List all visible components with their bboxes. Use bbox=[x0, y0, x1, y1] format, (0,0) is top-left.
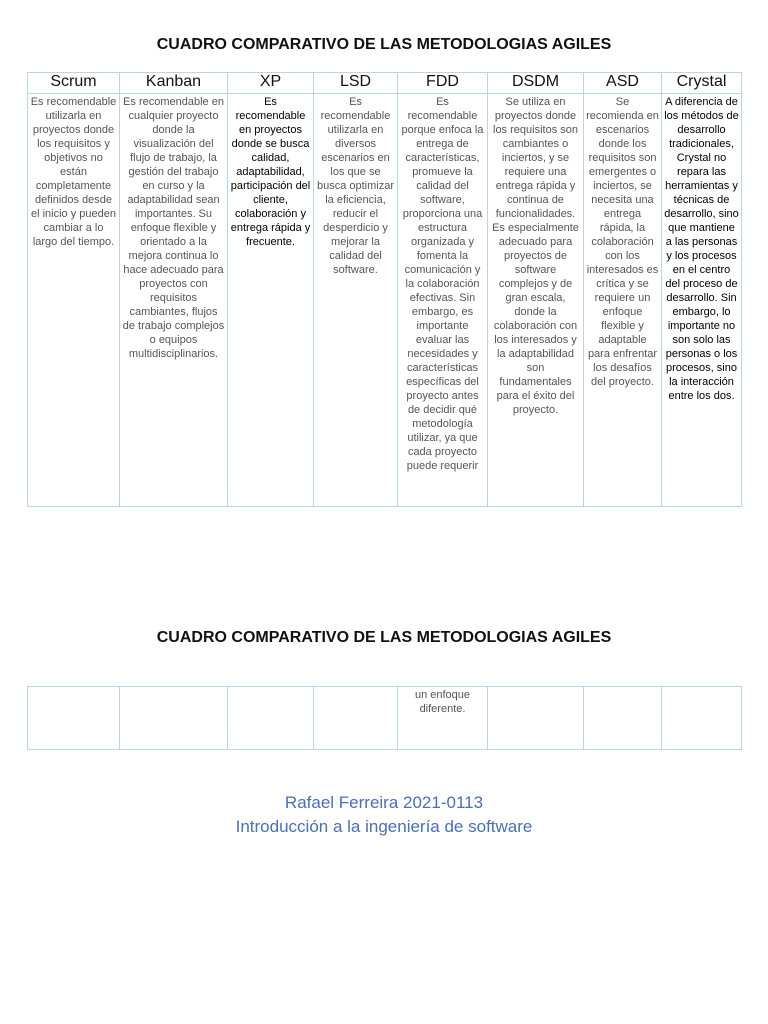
cell-asd: Se recomienda en escenarios donde los requisitos son emergentes o inciertos, se necesita una entrega rápida, la colaboración con los interesados es crítica y se requiere un enfoque flexible y adaptable para enfrentar los desafíos del proyecto. bbox=[584, 94, 662, 507]
cell-fdd: Es recomendable porque enfoca la entrega de características, promueve la calidad del software, proporciona una estructura organizada y fomenta la comunicación y la colaboración efectivas. Sin embargo, es importante evaluar las necesidades y características específicas del proyecto antes de decidir qué metodología utilizar, ya que cada proyecto puede requerir bbox=[398, 94, 488, 507]
page-title-continued: CUADRO COMPARATIVO DE LAS METODOLOGIAS AGILES bbox=[156, 629, 612, 646]
header-kanban: Kanban bbox=[120, 73, 228, 94]
cell-scrum: Es recomendable utilizarla en proyectos donde los requisitos y objetivos no están completamente definidos desde el inicio y pueden cambiar a lo largo del tiempo. bbox=[28, 94, 120, 507]
course-line: Introducción a la ingeniería de software bbox=[235, 817, 533, 836]
header-xp: XP bbox=[228, 73, 314, 94]
cell-asd-cont bbox=[584, 687, 662, 750]
header-asd: ASD bbox=[584, 73, 662, 94]
table-row bbox=[28, 687, 742, 750]
cell-lsd-cont bbox=[314, 687, 398, 750]
cell-dsdm: Se utiliza en proyectos donde los requisitos son cambiantes o inciertos, y se requiere una entrega rápida y continua de funcionalidades. Es especialmente adecuado para proyectos de software complejos y de gran escala, donde la colaboración con los interesados y la adaptabilidad son fundamentales para el éxito del proyecto. bbox=[488, 94, 584, 507]
cell-kanban: Es recomendable en cualquier proyecto donde la visualización del flujo de trabajo, la gestión del trabajo en curso y la adaptabilidad sean importantes. Su enfoque flexible y orientado a la mejora continua lo hace adecuado para proyectos con requisitos cambiantes, flujos de trabajo complejos o equipos multidisciplinarios. bbox=[120, 94, 228, 507]
cell-dsdm-cont bbox=[488, 687, 584, 750]
comparison-table bbox=[27, 72, 742, 507]
cell-kanban-cont bbox=[120, 687, 228, 750]
cell-crystal: A diferencia de los métodos de desarrollo tradicionales, Crystal no repara las herramientas y técnicas de desarrollo, sino que mantiene a las personas y los procesos en el centro del proceso de desarrollo. Sin embargo, lo importante no son solo las personas o los procesos, sino la interacción entre los dos. bbox=[662, 94, 742, 507]
header-fdd: FDD bbox=[398, 73, 488, 94]
cell-crystal-cont bbox=[662, 687, 742, 750]
header-scrum: Scrum bbox=[28, 73, 120, 94]
table-header-row bbox=[28, 73, 742, 94]
header-crystal: Crystal bbox=[662, 73, 742, 94]
table-row bbox=[28, 94, 742, 507]
cell-lsd: Es recomendable utilizarla en diversos escenarios en los que se busca optimizar la eficiencia, reducir el desperdicio y mejorar la calidad del software. bbox=[314, 94, 398, 507]
cell-scrum-cont bbox=[28, 687, 120, 750]
cell-xp-cont bbox=[228, 687, 314, 750]
author-line: Rafael Ferreira 2021-0113 bbox=[284, 793, 484, 812]
comparison-table-continued bbox=[27, 686, 742, 750]
page-title: CUADRO COMPARATIVO DE LAS METODOLOGIAS AGILES bbox=[156, 36, 612, 53]
header-lsd: LSD bbox=[314, 73, 398, 94]
cell-xp: Es recomendable en proyectos donde se busca calidad, adaptabilidad, participación del cliente, colaboración y entrega rápida y frecuente. bbox=[228, 94, 314, 507]
header-dsdm: DSDM bbox=[488, 73, 584, 94]
cell-fdd-cont: un enfoque diferente. bbox=[398, 687, 488, 750]
